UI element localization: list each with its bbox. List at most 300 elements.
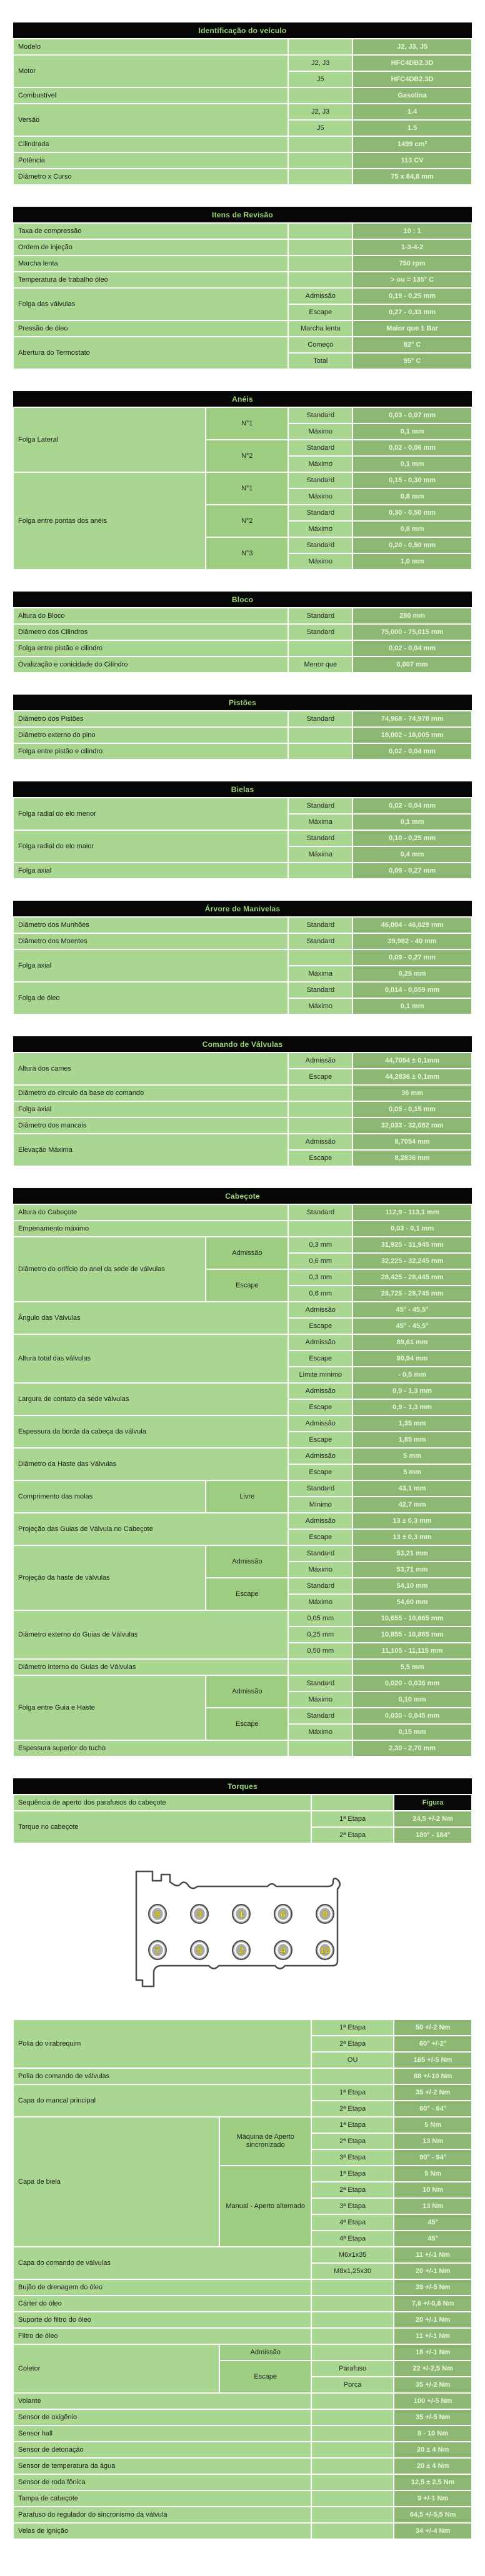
spec-value: 35 +/-5 Nm — [394, 2409, 472, 2425]
spec-condition: 4ª Etapa — [311, 2231, 394, 2247]
spec-value: 1-3-4-2 — [352, 239, 472, 255]
spec-condition: Admissão — [288, 1513, 352, 1529]
spec-condition: 2ª Etapa — [311, 2036, 394, 2052]
spec-condition: Admissão — [288, 1302, 352, 1318]
row-label: Espessura da borda da cabeça da válvula — [13, 1415, 288, 1448]
row-label: Pressão de óleo — [13, 320, 288, 337]
spec-value: 10,655 - 10,665 mm — [352, 1610, 472, 1627]
spec-value: 0,03 - 0,1 mm — [352, 1221, 472, 1237]
spec-condition: 0,6 mm — [288, 1286, 352, 1302]
spec-value: 75 x 84,8 mm — [352, 169, 472, 185]
spec-value: 5 mm — [352, 1448, 472, 1464]
spec-condition: Standard — [288, 440, 352, 456]
row-label: Largura de contato da sede válvulas — [13, 1383, 288, 1415]
spec-condition — [288, 949, 352, 966]
spec-condition: Standard — [288, 505, 352, 521]
spec-value: 20 ± 4 Nm — [394, 2442, 472, 2458]
table-row — [13, 1085, 472, 1101]
spec-tables-top — [12, 22, 472, 1844]
spec-value: 0,1 mm — [352, 814, 472, 830]
table-row — [13, 39, 472, 55]
spec-value: 90° - 94° — [394, 2149, 472, 2166]
spec-value: 20 +/-1 Nm — [394, 2312, 472, 2328]
row-label: Diâmetro dos Munhões — [13, 917, 288, 933]
table-row — [13, 2507, 472, 2523]
group-label: Escape — [206, 1578, 288, 1610]
spec-value: 35 +/-2 Nm — [394, 2377, 472, 2393]
row-label: Diâmetro dos Moentes — [13, 933, 288, 949]
row-label: Altura do Cabeçote — [13, 1204, 288, 1221]
spec-value: 1.5 — [352, 120, 472, 136]
group-label: Admissão — [206, 1545, 288, 1578]
spec-condition — [288, 136, 352, 152]
spec-condition: Admissão — [288, 1053, 352, 1069]
torque-sequence-figure — [12, 1864, 472, 1996]
table-row — [13, 2474, 472, 2490]
spec-condition: Máximo — [288, 1724, 352, 1740]
row-label: Folga Lateral — [13, 407, 206, 472]
spec-condition — [288, 223, 352, 239]
section-title: Cabeçote — [13, 1188, 472, 1204]
table-row — [13, 2279, 472, 2296]
group-label: Escape — [219, 2361, 311, 2393]
spec-condition: Total — [288, 353, 352, 369]
spec-condition — [288, 152, 352, 169]
spec-value: 54,10 mm — [352, 1578, 472, 1594]
spec-condition — [288, 863, 352, 879]
spec-value: 43,1 mm — [352, 1480, 472, 1497]
spec-value: 46,004 - 46,029 mm — [352, 917, 472, 933]
spec-condition — [311, 2507, 394, 2523]
spec-condition: J2, J3 — [288, 55, 352, 71]
table-row — [13, 1480, 472, 1497]
spec-condition — [288, 1221, 352, 1237]
table-row — [13, 1448, 472, 1464]
table-row — [13, 1237, 472, 1253]
spec-condition: Standard — [288, 933, 352, 949]
spec-condition: Escape — [288, 1069, 352, 1085]
row-label: Folga axial — [13, 1101, 288, 1117]
spec-table — [12, 1188, 472, 1757]
spec-value: 18 +/-1 Nm — [394, 2344, 472, 2361]
spec-value: 0,19 - 0,25 mm — [352, 288, 472, 304]
spec-table — [12, 2019, 472, 2540]
table-row — [13, 2312, 472, 2328]
spec-condition: Standard — [288, 830, 352, 846]
row-label: Capa do comando de válvulas — [13, 2247, 311, 2279]
table-row — [13, 2393, 472, 2409]
spec-condition: Standard — [288, 1578, 352, 1594]
spec-condition: Standard — [288, 407, 352, 424]
spec-value: 0,030 - 0,045 mm — [352, 1708, 472, 1724]
row-label: Folga axial — [13, 949, 288, 982]
row-label: Temperatura de trabalho óleo — [13, 272, 288, 288]
table-row — [13, 2523, 472, 2539]
table-row — [13, 320, 472, 337]
spec-condition: Marcha lenta — [288, 320, 352, 337]
table-row — [13, 2442, 472, 2458]
section-title: Torques — [13, 1778, 472, 1795]
section-title: Comando de Válvulas — [13, 1036, 472, 1053]
spec-condition: Limite mínimo — [288, 1367, 352, 1383]
spec-condition — [311, 2458, 394, 2474]
row-label: Espessura superior do tucho — [13, 1740, 288, 1756]
spec-value: 22 +/-2,5 Nm — [394, 2361, 472, 2377]
spec-condition: Menor que — [288, 656, 352, 673]
table-row — [13, 830, 472, 846]
spec-condition — [311, 2068, 394, 2084]
spec-value: 0,03 - 0,07 mm — [352, 407, 472, 424]
spec-value: 24,5 +/-2 Nm — [394, 1811, 472, 1827]
table-row — [13, 863, 472, 879]
spec-condition: Admissão — [288, 1415, 352, 1432]
spec-condition: 0,6 mm — [288, 1253, 352, 1269]
row-label: Versão — [13, 104, 288, 136]
section-title: Anéis — [13, 391, 472, 407]
table-row — [13, 152, 472, 169]
spec-condition — [288, 1117, 352, 1134]
table-row — [13, 2409, 472, 2425]
spec-condition: Standard — [288, 624, 352, 640]
row-label: Cárter do óleo — [13, 2296, 311, 2312]
row-label: Folga entre pistão e cilindro — [13, 743, 288, 760]
spec-value: 0,02 - 0,04 mm — [352, 798, 472, 814]
spec-condition: Máximo — [288, 488, 352, 505]
section-title: Identificação do veículo — [13, 22, 472, 39]
spec-condition — [288, 1101, 352, 1117]
table-row — [13, 2425, 472, 2442]
spec-value: 0,10 - 0,25 mm — [352, 830, 472, 846]
spec-value: 0,020 - 0,036 mm — [352, 1675, 472, 1692]
spec-condition: J2, J3 — [288, 104, 352, 120]
spec-condition: Escape — [288, 1150, 352, 1166]
row-label: Diâmetro dos Pistões — [13, 711, 288, 727]
table-row — [13, 472, 472, 488]
spec-value: 280 mm — [352, 608, 472, 624]
spec-value: 1499 cm³ — [352, 136, 472, 152]
spec-value: Gasolina — [352, 87, 472, 104]
spec-value: 8 - 10 Nm — [394, 2425, 472, 2442]
spec-value: 82° C — [352, 337, 472, 353]
spec-condition — [311, 2393, 394, 2409]
spec-condition: Parafuso — [311, 2361, 394, 2377]
spec-condition: J5 — [288, 71, 352, 87]
row-label: Altura do Bloco — [13, 608, 288, 624]
spec-condition: Escape — [288, 1529, 352, 1545]
group-label: Manual - Aperto alternado — [219, 2166, 311, 2247]
row-label: Ângulo das Válvulas — [13, 1302, 288, 1334]
bolt-number: 5 — [196, 1945, 202, 1956]
spec-value: HFC4DB2.3D — [352, 71, 472, 87]
table-row — [13, 104, 472, 120]
spec-value: 0,10 mm — [352, 1692, 472, 1708]
spec-value: 95° C — [352, 353, 472, 369]
bolt-number: 10 — [319, 1945, 331, 1956]
spec-value: 0,8 mm — [352, 521, 472, 537]
table-row — [13, 2117, 472, 2133]
spec-table — [12, 592, 472, 673]
spec-value: 5 Nm — [394, 2117, 472, 2133]
spec-value: 39 +/-5 Nm — [394, 2279, 472, 2296]
spec-condition — [311, 2523, 394, 2539]
spec-condition: Escape — [288, 1432, 352, 1448]
bolt-number: 7 — [154, 1945, 161, 1956]
spec-table — [12, 1778, 472, 1844]
table-row — [13, 1675, 472, 1692]
group-label: Livre — [206, 1480, 288, 1513]
row-label: Capa de biela — [13, 2117, 219, 2247]
group-label: N°3 — [206, 537, 288, 570]
table-row — [13, 407, 472, 424]
table-row — [13, 288, 472, 304]
spec-condition — [288, 1085, 352, 1101]
row-label: Elevação Máxima — [13, 1134, 288, 1166]
spec-condition: Máximo — [288, 424, 352, 440]
table-row — [13, 798, 472, 814]
spec-condition: 3ª Etapa — [311, 2198, 394, 2214]
spec-value: 180° - 184° — [394, 1827, 472, 1843]
spec-value: 0,27 - 0,33 mm — [352, 304, 472, 320]
row-label: Projeção das Guias de Válvula no Cabeçote — [13, 1513, 288, 1545]
spec-value: 10 : 1 — [352, 223, 472, 239]
row-label: Sensor hall — [13, 2425, 311, 2442]
spec-value: 12,5 ± 2,5 Nm — [394, 2474, 472, 2490]
spec-value: 13 Nm — [394, 2133, 472, 2149]
row-label: Folga axial — [13, 863, 288, 879]
table-row — [13, 239, 472, 255]
spec-value: 60° - 64° — [394, 2101, 472, 2117]
row-label: Velas de ignição — [13, 2523, 311, 2539]
spec-value: 20 ± 4 Nm — [394, 2458, 472, 2474]
spec-value: 13 ± 0,3 mm — [352, 1513, 472, 1529]
section-title: Bloco — [13, 592, 472, 608]
spec-condition: Standard — [288, 1675, 352, 1692]
table-row — [13, 727, 472, 743]
table-row — [13, 1545, 472, 1562]
table-row — [13, 1659, 472, 1675]
spec-value: 750 rpm — [352, 255, 472, 272]
bolt-number: 2 — [238, 1945, 244, 1956]
row-label: Bujão de drenagem do óleo — [13, 2279, 311, 2296]
spec-value: 0,02 - 0,04 mm — [352, 743, 472, 760]
spec-condition — [311, 2279, 394, 2296]
spec-value: 54,60 mm — [352, 1594, 472, 1610]
row-label: Diâmetro dos mancais — [13, 1117, 288, 1134]
spec-condition: 0,50 mm — [288, 1643, 352, 1659]
spec-condition: Porca — [311, 2377, 394, 2393]
row-label: Sensor de temperatura da água — [13, 2458, 311, 2474]
spec-condition: Máximo — [288, 553, 352, 570]
spec-value: 44,7054 ± 0,1mm — [352, 1053, 472, 1069]
spec-condition — [288, 169, 352, 185]
spec-condition: Standard — [288, 537, 352, 553]
spec-value: 0,09 - 0,27 mm — [352, 949, 472, 966]
table-row — [13, 2458, 472, 2474]
spec-condition: 1ª Etapa — [311, 2166, 394, 2182]
table-row — [13, 1101, 472, 1117]
spec-condition: Escape — [288, 1399, 352, 1415]
table-row — [13, 1811, 472, 1827]
spec-value: 0,4 mm — [352, 846, 472, 863]
spec-value: 165 +/-5 Nm — [394, 2052, 472, 2068]
cylinder-head-outline — [136, 1871, 340, 1986]
spec-condition: Máximo — [288, 1692, 352, 1708]
spec-condition: 1ª Etapa — [311, 2084, 394, 2101]
bolt-number: 9 — [154, 1909, 161, 1920]
table-row — [13, 2344, 472, 2361]
spec-value: 0,007 mm — [352, 656, 472, 673]
table-row — [13, 2084, 472, 2101]
spec-value: 0,1 mm — [352, 456, 472, 472]
group-label: Escape — [206, 1708, 288, 1740]
table-row — [13, 272, 472, 288]
spec-table — [12, 207, 472, 370]
spec-condition: Admissão — [288, 1334, 352, 1350]
row-label: Diâmetro externo do Guias de Válvulas — [13, 1610, 288, 1659]
row-label: Sensor de detonação — [13, 2442, 311, 2458]
spec-condition — [311, 1795, 394, 1811]
spec-value: 0,09 - 0,27 mm — [352, 863, 472, 879]
table-row — [13, 2328, 472, 2344]
section-title: Bielas — [13, 781, 472, 798]
spec-value: 18,002 - 18,005 mm — [352, 727, 472, 743]
spec-value: 75,000 - 75,015 mm — [352, 624, 472, 640]
section-title: Pistões — [13, 695, 472, 711]
spec-value: 10 Nm — [394, 2182, 472, 2198]
spec-value: 100 +/-5 Nm — [394, 2393, 472, 2409]
spec-value: 13 Nm — [394, 2198, 472, 2214]
spec-condition: 2ª Etapa — [311, 2101, 394, 2117]
spec-value: Maior que 1 Bar — [352, 320, 472, 337]
spec-condition: 2ª Etapa — [311, 2133, 394, 2149]
spec-condition: 1ª Etapa — [311, 2117, 394, 2133]
group-label: N°1 — [206, 472, 288, 505]
row-label: Volante — [13, 2393, 311, 2409]
spec-condition: J5 — [288, 120, 352, 136]
spec-value: 74,968 - 74,978 mm — [352, 711, 472, 727]
table-row — [13, 169, 472, 185]
spec-condition: 2ª Etapa — [311, 1827, 394, 1843]
row-label: Empenamento máximo — [13, 1221, 288, 1237]
table-row — [13, 1204, 472, 1221]
group-label: N°1 — [206, 407, 288, 440]
table-row — [13, 2019, 472, 2036]
row-label: Diâmetro do círculo da base do comando — [13, 1085, 288, 1101]
spec-value: 1,35 mm — [352, 1415, 472, 1432]
table-row — [13, 1795, 472, 1811]
spec-condition: Standard — [288, 982, 352, 998]
spec-condition: Máxima — [288, 814, 352, 830]
spec-condition — [288, 255, 352, 272]
spec-value: 1,85 mm — [352, 1432, 472, 1448]
row-label: Torque no cabeçote — [13, 1811, 311, 1843]
spec-value: 5 mm — [352, 1464, 472, 1480]
spec-condition: Começo — [288, 337, 352, 353]
spec-value: 0,9 - 1,3 mm — [352, 1399, 472, 1415]
spec-table — [12, 391, 472, 570]
table-row — [13, 933, 472, 949]
row-label: Combustível — [13, 87, 288, 104]
spec-value: 113 CV — [352, 152, 472, 169]
table-row — [13, 1334, 472, 1350]
spec-value: 90,94 mm — [352, 1350, 472, 1367]
table-row — [13, 337, 472, 353]
table-row — [13, 2296, 472, 2312]
spec-value: 45° - 45,5° — [352, 1302, 472, 1318]
row-label: Suporte do filtro do óleo — [13, 2312, 311, 2328]
row-label: Taxa de compressão — [13, 223, 288, 239]
spec-value: 35 +/-2 Nm — [394, 2084, 472, 2101]
row-label: Folga entre pontas dos anéis — [13, 472, 206, 570]
spec-condition: Admissão — [288, 1383, 352, 1399]
bolt-number: 1 — [238, 1909, 244, 1920]
row-label: Capa do mancal principal — [13, 2084, 311, 2117]
spec-condition — [288, 640, 352, 656]
spec-condition: Mínimo — [288, 1497, 352, 1513]
spec-condition — [288, 1659, 352, 1675]
spec-value: 5 Nm — [394, 2166, 472, 2182]
spec-value: 1.4 — [352, 104, 472, 120]
row-label: Diâmetro da Haste das Válvulas — [13, 1448, 288, 1480]
bolt-number: 4 — [280, 1945, 286, 1956]
spec-condition: Standard — [288, 798, 352, 814]
spec-condition — [311, 2425, 394, 2442]
spec-condition: Standard — [288, 1480, 352, 1497]
spec-value: 53,21 mm — [352, 1545, 472, 1562]
row-label: Ovalização e conicidade do Cilíndro — [13, 656, 288, 673]
spec-condition — [311, 2409, 394, 2425]
spec-value: 0,20 - 0,50 mm — [352, 537, 472, 553]
spec-condition — [311, 2312, 394, 2328]
spec-condition — [311, 2344, 394, 2361]
spec-condition — [288, 239, 352, 255]
spec-condition: OU — [311, 2052, 394, 2068]
spec-table — [12, 901, 472, 1015]
spec-condition: Standard — [288, 472, 352, 488]
section-title: Itens de Revisão — [13, 207, 472, 223]
spec-condition — [311, 2328, 394, 2344]
spec-condition — [288, 727, 352, 743]
spec-value: 11 +/-1 Nm — [394, 2328, 472, 2344]
spec-condition: Standard — [288, 711, 352, 727]
spec-condition: Máximo — [288, 521, 352, 537]
row-label: Parafuso do regulador do sincronismo da válvula — [13, 2507, 311, 2523]
spec-value: 64,5 +/-5,5 Nm — [394, 2507, 472, 2523]
spec-condition — [288, 87, 352, 104]
row-label: Folga de óleo — [13, 982, 288, 1014]
table-row — [13, 223, 472, 239]
spec-value: 42,7 mm — [352, 1497, 472, 1513]
row-label: Sensor de oxigênio — [13, 2409, 311, 2425]
spec-condition: Standard — [288, 1545, 352, 1562]
group-label: N°2 — [206, 440, 288, 472]
row-label: Folga entre pistão e cilindro — [13, 640, 288, 656]
spec-sheet — [12, 0, 472, 2576]
spec-condition: Standard — [288, 1708, 352, 1724]
spec-value: 20 +/-1 Nm — [394, 2263, 472, 2279]
table-row — [13, 1302, 472, 1318]
spec-value: 1,0 mm — [352, 553, 472, 570]
spec-value: 0,8 mm — [352, 488, 472, 505]
spec-value: 32,033 - 32,082 mm — [352, 1117, 472, 1134]
row-label: Sensor de roda fônica — [13, 2474, 311, 2490]
spec-condition: Standard — [288, 917, 352, 933]
spec-value: 7,6 +/-0,6 Nm — [394, 2296, 472, 2312]
spec-value: 39,982 - 40 mm — [352, 933, 472, 949]
row-label: Abertura do Termostato — [13, 337, 288, 369]
spec-value: 45° — [394, 2214, 472, 2231]
spec-value: - 0,5 mm — [352, 1367, 472, 1383]
